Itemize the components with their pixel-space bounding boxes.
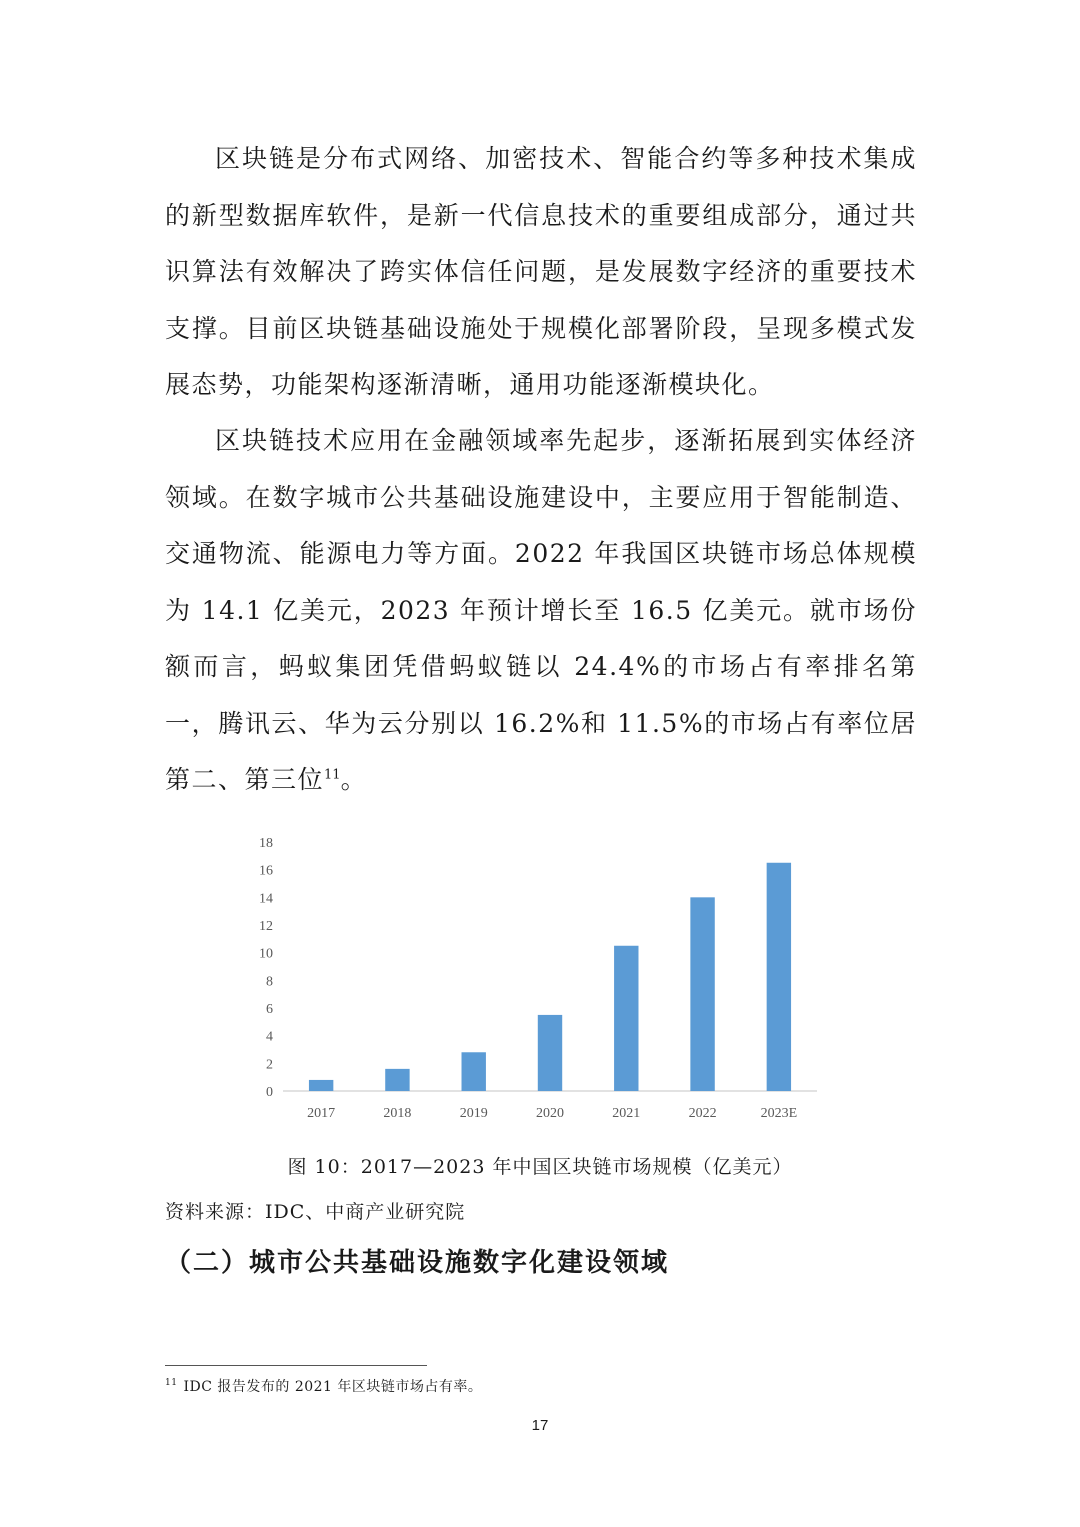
x-tick-label: 2020 [536, 1106, 564, 1121]
bar-2019 [462, 1052, 486, 1091]
y-tick-label: 6 [266, 1002, 273, 1017]
section-heading: （二）城市公共基础设施数字化建设领域 [165, 1248, 670, 1278]
body-paragraph-2-text: 区块链技术应用在金融领域率先起步，逐渐拓展到实体经济领域。在数字城市公共基础设施建设中，主要应用于智能制造、交通物流、能源电力等方面。2022 年我国区块链市场总体规模为 14.1 亿美元，2023 年预计增长至 16.5 亿美元。就市场份额而言，蚂蚁集团凭借蚂蚁链以 24.4%的市场占有率排名第一，腾讯云、华为云分别以 16.2%和 11.5%的市场占有率位居第二、第三位 [165, 426, 917, 794]
footnote-reference[interactable]: 11 [324, 767, 341, 783]
y-tick-label: 12 [259, 919, 273, 934]
figure-caption: 图 10：2017—2023 年中国区块链市场规模（亿美元） [287, 1156, 793, 1178]
x-tick-label: 2022 [688, 1106, 717, 1121]
body-paragraph-1: 区块链是分布式网络、加密技术、智能合约等多种技术集成的新型数据库软件，是新一代信息技术的重要组成部分，通过共识算法有效解决了跨实体信任问题，是发展数字经济的重要技术支撑。目前区块链基础设施处于规模化部署阶段，呈现多模式发展态势，功能架构逐渐清晰，通用功能逐渐模块化。 [165, 144, 917, 399]
y-tick-label: 4 [266, 1029, 273, 1045]
x-tick-label: 2017 [307, 1106, 336, 1121]
y-tick-label: 10 [259, 946, 273, 962]
x-tick-label: 2023E [760, 1106, 798, 1121]
bar-2020 [538, 1015, 562, 1091]
data-source: 资料来源：IDC、中商产业研究院 [165, 1201, 466, 1223]
y-tick-label: 0 [266, 1085, 273, 1100]
page-number: 17 [531, 1417, 549, 1434]
bar-2018 [385, 1069, 409, 1091]
y-tick-label: 2 [266, 1057, 273, 1073]
x-tick-label: 2019 [459, 1106, 488, 1121]
market-size-bar-chart [245, 828, 835, 1133]
bar-2021 [614, 946, 638, 1091]
footnote-divider [165, 1365, 427, 1366]
footnote-mark: 11 [165, 1378, 178, 1389]
body-paragraph-2 [165, 413, 917, 809]
bar-2017 [309, 1080, 333, 1091]
y-tick-label: 8 [266, 974, 273, 990]
y-tick-label: 18 [259, 836, 273, 851]
x-tick-label: 2021 [612, 1106, 641, 1121]
bar-2022 [690, 897, 714, 1091]
y-tick-label: 16 [259, 863, 273, 879]
footnote [165, 1376, 482, 1396]
x-tick-label: 2018 [383, 1106, 412, 1121]
paragraph-end-punctuation: 。 [340, 765, 368, 794]
bar-2023E [767, 863, 791, 1091]
y-tick-label: 14 [259, 891, 273, 907]
footnote-text: IDC 报告发布的 2021 年区块链市场占有率。 [183, 1379, 483, 1395]
